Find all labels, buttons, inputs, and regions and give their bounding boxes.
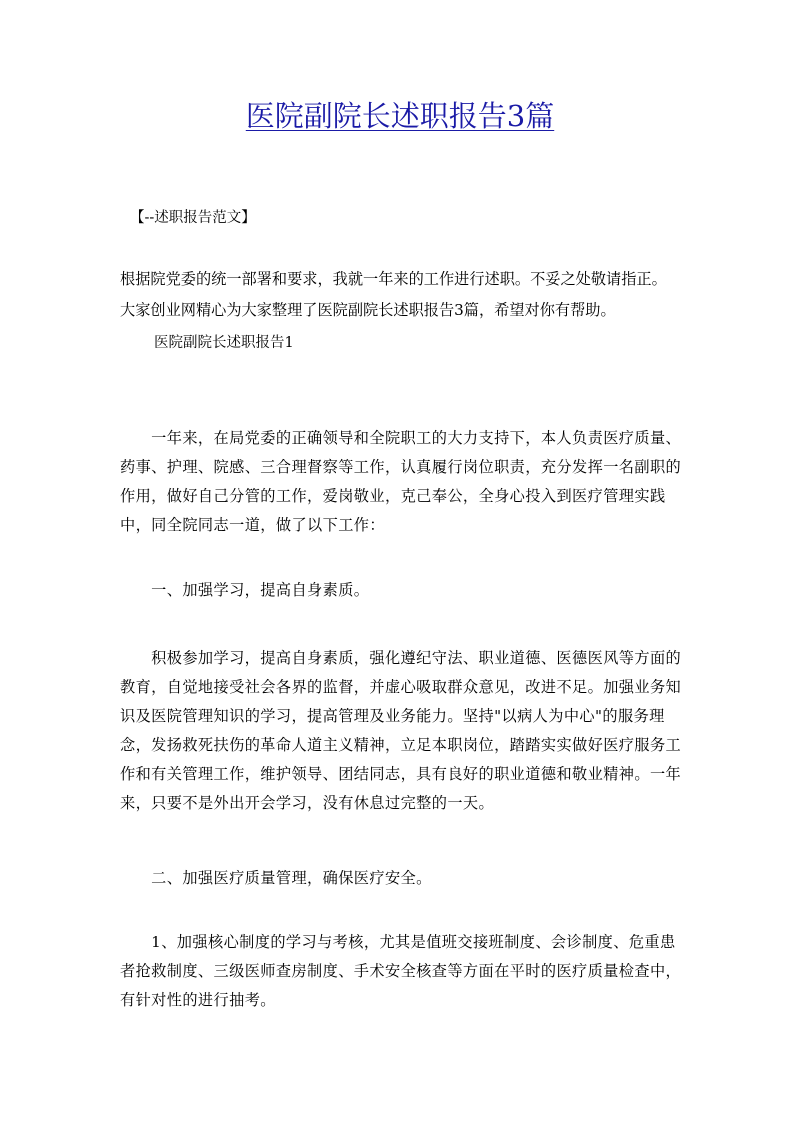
paragraph-opening: 一年来，在局党委的正确领导和全院职工的大力支持下，本人负责医疗质量、药事、护理、院感、三合理督察等工作，认真履行岗位职责，充分发挥一名副职的作用，做好自己分管的工作，爱岗敬业，克己奉公，全身心投入到医疗管理实践中，同全院同志一道，做了以下工作：	[120, 429, 682, 534]
paragraph-core-system: 1、加强核心制度的学习与考核，尤其是值班交接班制度、会诊制度、危重患者抢救制度、三级医师查房制度、手术安全核查等方面在平时的医疗质量检查中，有针对性的进行抽考。	[120, 933, 682, 1009]
report-subheading: 医院副院长述职报告1	[154, 335, 294, 351]
category-tag: 【--述职报告范文】	[130, 210, 256, 226]
paragraph-study: 积极参加学习，提高自身素质，强化遵纪守法、职业道德、医德医风等方面的教育，自觉地接受社会各界的监督，并虚心吸取群众意见，改进不足。加强业务知识及医院管理知识的学习，提高管理及业务能力。坚持"以病人为中心"的服务理念，发扬救死扶伤的革命人道主义精神，立足本职岗位，踏踏实实做好医疗服务工作和有关管理工作，维护领导、团结同志，具有良好的职业道德和敬业精神。一年来，只要不是外出开会学习，没有休息过完整的一天。	[120, 649, 682, 812]
section-heading-1: 一、加强学习，提高自身素质。	[151, 581, 370, 599]
document-title[interactable]: 医院副院长述职报告3篇	[245, 99, 555, 133]
intro-line-2: 大家创业网精心为大家整理了医院副院长述职报告3篇，希望对你有帮助。	[120, 301, 616, 319]
intro-text	[120, 264, 667, 326]
section-heading-2: 二、加强医疗质量管理，确保医疗安全。	[151, 869, 432, 887]
intro-line-1: 根据院党委的统一部署和要求，我就一年来的工作进行述职。不妥之处敬请指正。	[120, 270, 667, 288]
